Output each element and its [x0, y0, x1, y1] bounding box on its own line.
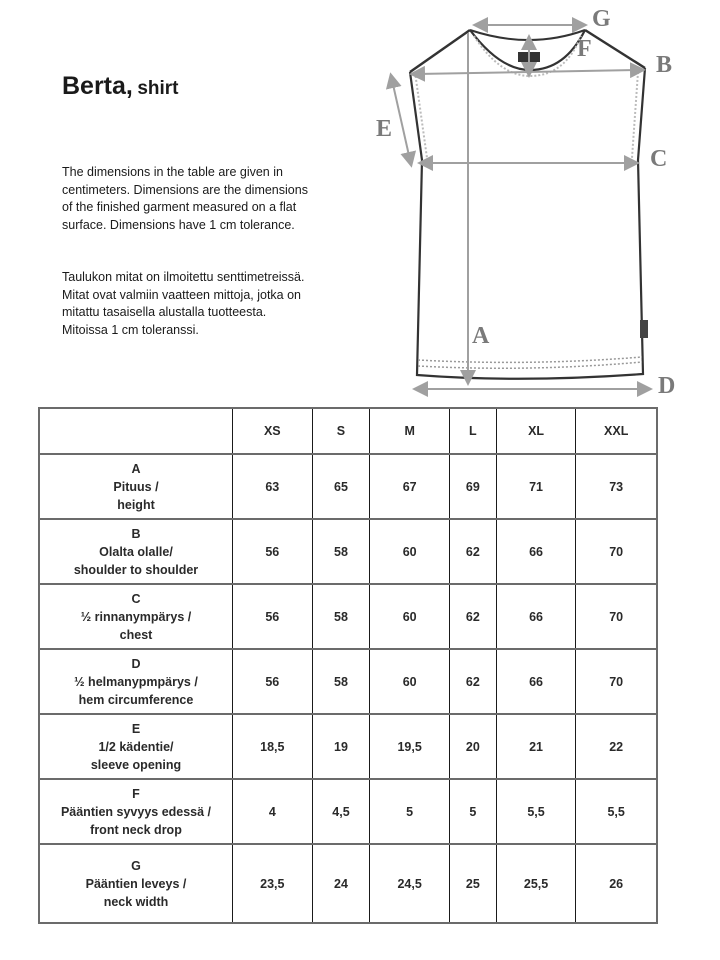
cell: 18,5: [233, 714, 313, 779]
row-label-fi: Pituus /: [113, 479, 159, 494]
cell: 4,5: [312, 779, 370, 844]
cell: 71: [496, 454, 576, 519]
row-code: E: [131, 721, 141, 736]
cell: 20: [449, 714, 496, 779]
cell: 70: [576, 649, 657, 714]
table-row: [39, 649, 657, 714]
header-xs: XS: [233, 408, 313, 454]
cell: 5,5: [576, 779, 657, 844]
label-d: D: [658, 373, 676, 399]
label-b: B: [656, 52, 673, 78]
cell: 23,5: [233, 844, 313, 923]
table-row: [39, 454, 657, 519]
row-label: [39, 454, 233, 519]
product-title: [62, 72, 179, 101]
cell: 62: [449, 584, 496, 649]
cell: 4: [233, 779, 313, 844]
row-label-en: chest: [119, 627, 153, 642]
table-row: [39, 584, 657, 649]
row-code: F: [132, 786, 140, 801]
header-empty: [39, 408, 233, 454]
cell: 24,5: [370, 844, 450, 923]
shirt-measurement-diagram: [370, 0, 690, 400]
row-label-fi: Pääntien syvyys edessä /: [60, 804, 212, 819]
cell: 63: [233, 454, 313, 519]
product-type: shirt: [137, 78, 179, 99]
description-english: The dimensions in the table are given in centimeters. Dimensions are the dimensions of the finished garment measured on a flat surface. Dimensions have 1 cm tolerance.: [62, 165, 308, 232]
cell: 60: [370, 519, 450, 584]
row-label-fi: Pääntien leveys /: [85, 876, 187, 891]
cell: 21: [496, 714, 576, 779]
label-f: F: [577, 36, 592, 62]
row-code: B: [131, 526, 141, 541]
header-l: L: [449, 408, 496, 454]
cell: 58: [312, 584, 370, 649]
cell: 60: [370, 649, 450, 714]
row-label-fi: 1/2 kädentie/: [98, 739, 174, 754]
label-a: A: [472, 323, 490, 349]
size-chart-table: [38, 407, 658, 924]
cell: 25,5: [496, 844, 576, 923]
row-code: G: [131, 858, 141, 873]
cell: 73: [576, 454, 657, 519]
cell: 69: [449, 454, 496, 519]
table-header-row: [39, 408, 657, 454]
header-xxl: XXL: [576, 408, 657, 454]
row-label-fi: Olalta olalle/: [99, 544, 173, 559]
cell: 26: [576, 844, 657, 923]
cell: 5: [449, 779, 496, 844]
row-code: C: [131, 591, 141, 606]
table-row: [39, 844, 657, 923]
table-row: [39, 519, 657, 584]
cell: 5,5: [496, 779, 576, 844]
cell: 66: [496, 519, 576, 584]
cell: 66: [496, 584, 576, 649]
row-label: [39, 714, 233, 779]
row-code: D: [131, 656, 141, 671]
cell: 22: [576, 714, 657, 779]
cell: 24: [312, 844, 370, 923]
cell: 19: [312, 714, 370, 779]
shirt-outline-icon: [370, 0, 690, 400]
row-label: [39, 519, 233, 584]
cell: 67: [370, 454, 450, 519]
row-label: [39, 844, 233, 923]
cell: 58: [312, 649, 370, 714]
cell: 62: [449, 519, 496, 584]
row-label-en: shoulder to shoulder: [73, 562, 199, 577]
row-label-fi: ½ rinnanympärys /: [80, 609, 192, 624]
description-finnish: Taulukon mitat on ilmoitettu senttimetreissä. Mitat ovat valmiin vaatteen mittoja, jotka on mitattu tasaisella alustalla tuotteesta. Mitoissa 1 cm toleranssi.: [62, 270, 305, 337]
row-label-en: hem circumference: [78, 692, 194, 707]
cell: 65: [312, 454, 370, 519]
cell: 56: [233, 649, 313, 714]
label-e: E: [376, 116, 393, 142]
cell: 70: [576, 519, 657, 584]
header-xl: XL: [496, 408, 576, 454]
product-name: Berta,: [62, 72, 133, 100]
row-label-en: neck width: [103, 894, 169, 909]
table-row: [39, 714, 657, 779]
row-label-en: front neck drop: [90, 822, 182, 837]
row-label: [39, 779, 233, 844]
cell: 70: [576, 584, 657, 649]
cell: 56: [233, 519, 313, 584]
header-m: M: [370, 408, 450, 454]
cell: 60: [370, 584, 450, 649]
cell: 56: [233, 584, 313, 649]
cell: 19,5: [370, 714, 450, 779]
table-row: [39, 779, 657, 844]
row-label: [39, 649, 233, 714]
cell: 58: [312, 519, 370, 584]
row-label-en: height: [117, 497, 155, 512]
row-label-fi: ½ helmanypmpärys /: [74, 674, 198, 689]
label-g: G: [592, 6, 611, 32]
cell: 5: [370, 779, 450, 844]
cell: 66: [496, 649, 576, 714]
cell: 25: [449, 844, 496, 923]
row-code: A: [131, 461, 141, 476]
header-s: S: [312, 408, 370, 454]
row-label: [39, 584, 233, 649]
row-label-en: sleeve opening: [90, 757, 182, 772]
label-c: C: [650, 146, 668, 172]
cell: 62: [449, 649, 496, 714]
